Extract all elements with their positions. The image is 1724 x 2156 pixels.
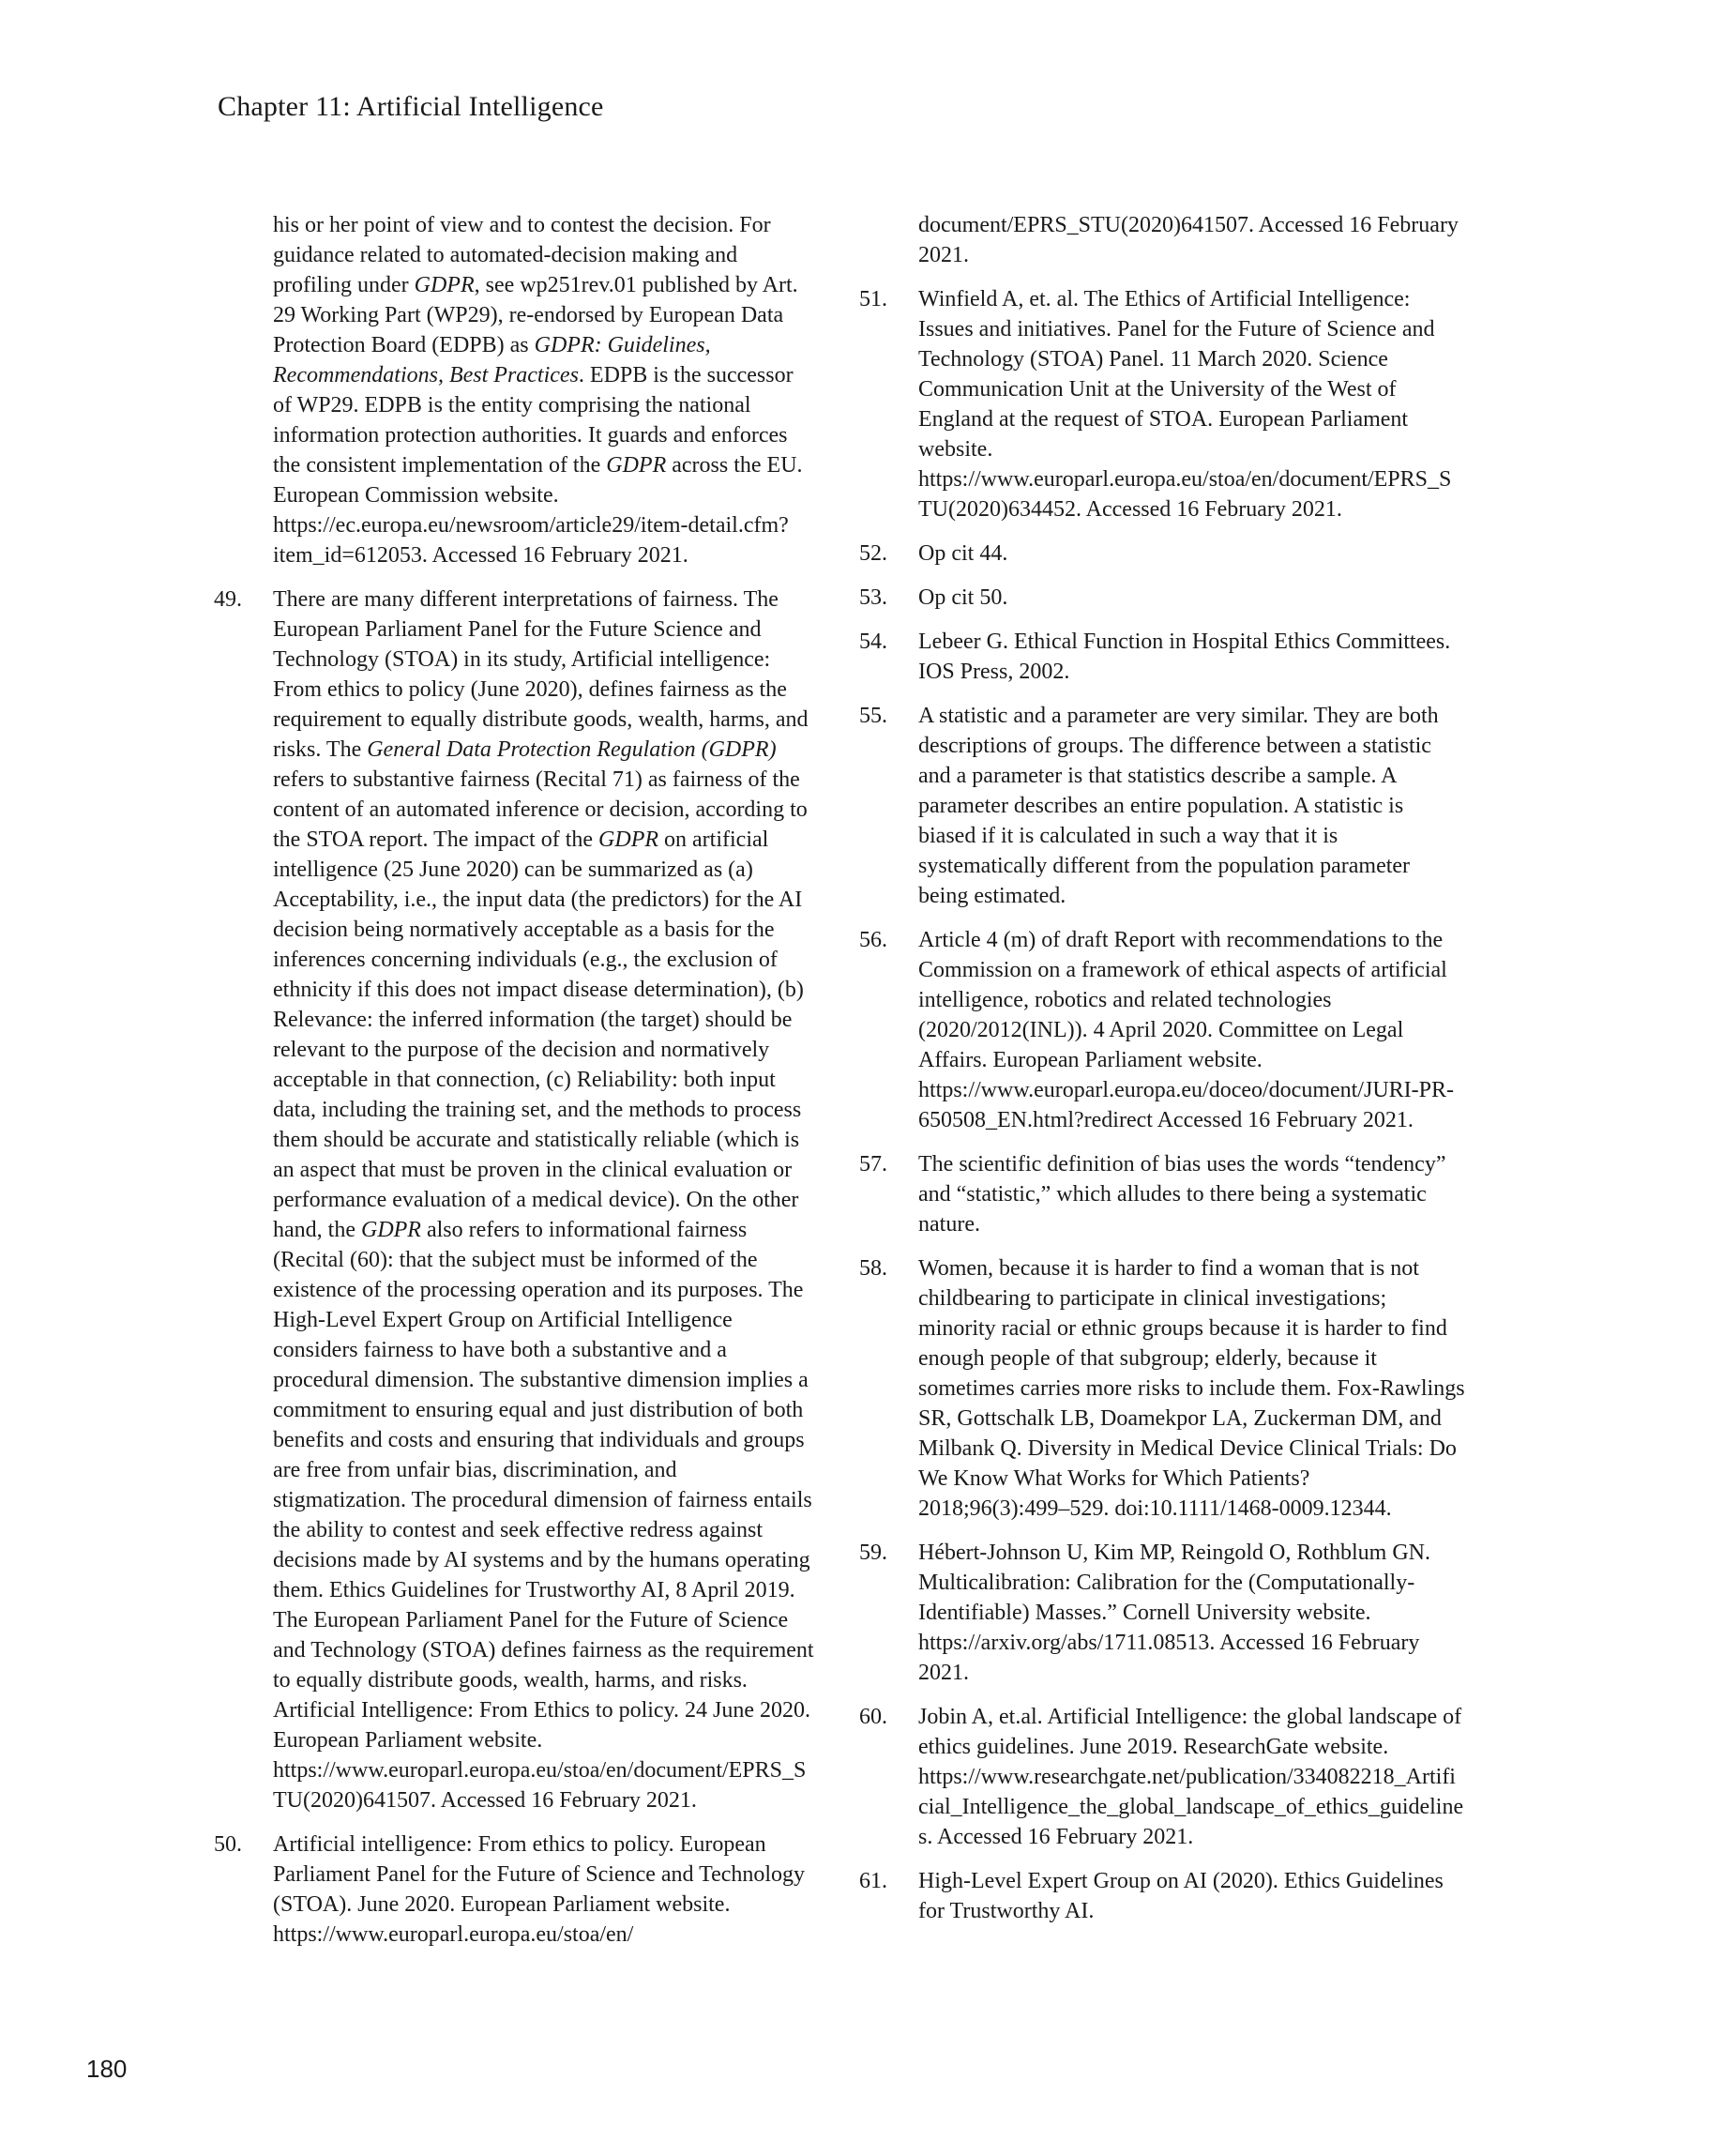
- note-number: 57.: [859, 1152, 887, 1177]
- note-item: [214, 585, 814, 1815]
- note-text: Winfield A, et. al. The Ethics of Artificial Intelligence: Issues and initiatives. Panel for the Future of Science and Technology (STOA) Panel. 11 March 2020. Science Communication Unit at the University of the West of England at the request of STOA. European Parliament website. https://www.europarl.europa.eu/stoa/en/document/EPRS_STU(2020)634452. Accessed 16 February 2021.: [918, 287, 1452, 522]
- note-number: 55.: [859, 704, 887, 728]
- note-text: Artificial intelligence: From ethics to policy. European Parliament Panel for the Future of Science and Technology (STOA). June 2020. European Parliament website. https://www.europarl.europa.eu/stoa/en/: [273, 1832, 806, 1947]
- note-text: Lebeer G. Ethical Function in Hospital Ethics Committees. IOS Press, 2002.: [918, 630, 1451, 684]
- note-continuation: [214, 210, 814, 570]
- note-item: [859, 284, 1465, 524]
- note-text: Op cit 50.: [918, 585, 1008, 610]
- chapter-title: Chapter 11: Artificial Intelligence: [218, 91, 604, 122]
- note-number: 49.: [214, 587, 242, 612]
- note-number: 56.: [859, 928, 887, 952]
- note-text: Op cit 44.: [918, 541, 1008, 566]
- note-text: his or her point of view and to contest the decision. For guidance related to automated-decision making and profiling under GDPR, see wp251rev.01 published by Art. 29 Working Part (WP29), re-endorsed by European Data Protection Board (EDPB) as GDPR: Guidelines, Recommendations, Best Practices. EDPB is the successor of WP29. EDPB is the entity comprising the national information protection authorities. It guards and enforces the consistent implementation of the GDPR across the EU. European Commission website. https://ec.europa.eu/newsroom/article29/item-detail.cfm?item_id=612053. Accessed 16 February 2021.: [273, 213, 803, 568]
- note-text: High-Level Expert Group on AI (2020). Ethics Guidelines for Trustworthy AI.: [918, 1869, 1444, 1923]
- note-number: 59.: [859, 1541, 887, 1565]
- note-item: [859, 1253, 1465, 1524]
- note-item: [859, 925, 1465, 1135]
- note-number: 51.: [859, 287, 887, 311]
- note-text: document/EPRS_STU(2020)641507. Accessed 16 February 2021.: [918, 213, 1459, 267]
- page-number: 180: [86, 2055, 128, 2083]
- note-item: [859, 539, 1465, 569]
- note-item: [859, 627, 1465, 687]
- note-number: 61.: [859, 1869, 887, 1893]
- note-item: [859, 1538, 1465, 1688]
- note-item: [859, 1149, 1465, 1239]
- note-number: 60.: [859, 1705, 887, 1729]
- note-number: 54.: [859, 630, 887, 654]
- note-text: Hébert-Johnson U, Kim MP, Reingold O, Rothblum GN. Multicalibration: Calibration for the (Computationally-Identifiable) Masses.” Cornell University website. https://arxiv.org/abs/1711.08513. Accessed 16 February 2021.: [918, 1541, 1430, 1685]
- notes-column-right: [859, 210, 1465, 1926]
- note-item: [859, 1866, 1465, 1926]
- note-number: [859, 210, 918, 270]
- note-number: 53.: [859, 585, 887, 610]
- note-text: A statistic and a parameter are very similar. They are both descriptions of groups. The difference between a statistic and a parameter is that statistics describe a sample. A parameter describes an entire population. A statistic is biased if it is calculated in such a way that it is systematically different from the population parameter being estimated.: [918, 704, 1439, 908]
- note-number: 52.: [859, 541, 887, 566]
- note-number: [214, 210, 273, 570]
- note-text: Jobin A, et.al. Artificial Intelligence: the global landscape of ethics guidelines. June 2019. ResearchGate website. https://www.researchgate.net/publication/334082218_Artificial_Intelligence_the_global_landscape_of_ethics_guidelines. Accessed 16 February 2021.: [918, 1705, 1464, 1849]
- note-item: [859, 1702, 1465, 1852]
- note-text: Article 4 (m) of draft Report with recommendations to the Commission on a framework of ethical aspects of artificial intelligence, robotics and related technologies (2020/2012(INL)). 4 April 2020. Committee on Legal Affairs. European Parliament website. https://www.europarl.europa.eu/doceo/document/JURI-PR-650508_EN.html?redirect Accessed 16 February 2021.: [918, 928, 1454, 1132]
- note-number: 58.: [859, 1256, 887, 1281]
- note-item: [214, 1830, 814, 1950]
- note-text: Women, because it is harder to find a woman that is not childbearing to participate in clinical investigations; minority racial or ethnic groups because it is harder to find enough people of that subgroup; elderly, because it sometimes carries more risks to include them. Fox-Rawlings SR, Gottschalk LB, Doamekpor LA, Zuckerman DM, and Milbank Q. Diversity in Medical Device Clinical Trials: Do We Know What Works for Which Patients? 2018;96(3):499–529. doi:10.1111/1468-0009.12344.: [918, 1256, 1465, 1521]
- note-item: [859, 583, 1465, 613]
- note-item: [859, 701, 1465, 911]
- notes-column-left: [214, 210, 814, 1950]
- note-text: There are many different interpretations of fairness. The European Parliament Panel for the Future Science and Technology (STOA) in its study, Artificial intelligence: From ethics to policy (June 2020), defines fairness as the requirement to equally distribute goods, wealth, harms, and risks. The General Data Protection Regulation (GDPR) refers to substantive fairness (Recital 71) as fairness of the content of an automated inference or decision, according to the STOA report. The impact of the GDPR on artificial intelligence (25 June 2020) can be summarized as (a) Acceptability, i.e., the input data (the predictors) for the AI decision being normatively acceptable as a basis for the inferences concerning individuals (e.g., the exclusion of ethnicity if this does not impact disease determination), (b) Relevance: the inferred information (the target) should be relevant to the purpose of the decision and normatively acceptable in that connection, (c) Reliability: both input data, including the training set, and the methods to process them should be accurate and statistically reliable (which is an aspect that must be proven in the clinical evaluation or performance evaluation of a medical device). On the other hand, the GDPR also refers to informational fairness (Recital (60): that the subject must be informed of the existence of the processing operation and its purposes. The High-Level Expert Group on Artificial Intelligence considers fairness to have both a substantive and a procedural dimension. The substantive dimension implies a commitment to ensuring equal and just distribution of both benefits and costs and ensuring that individuals and groups are free from unfair bias, discrimination, and stigmatization. The procedural dimension of fairness entails the ability to contest and seek effective redress against decisions made by AI systems and by the humans operating them. Ethics Guidelines for Trustworthy AI, 8 April 2019. The European Parliament Panel for the Future of Science and Technology (STOA) defines fairness as the requirement to equally distribute goods, wealth, harms, and risks. Artificial Intelligence: From Ethics to policy. 24 June 2020. European Parliament website. https://www.europarl.europa.eu/stoa/en/document/EPRS_STU(2020)641507. Accessed 16 February 2021.: [273, 587, 814, 1813]
- note-number: 50.: [214, 1832, 242, 1857]
- note-continuation: [859, 210, 1465, 270]
- note-text: The scientific definition of bias uses the words “tendency” and “statistic,” which alludes to there being a systematic nature.: [918, 1152, 1446, 1237]
